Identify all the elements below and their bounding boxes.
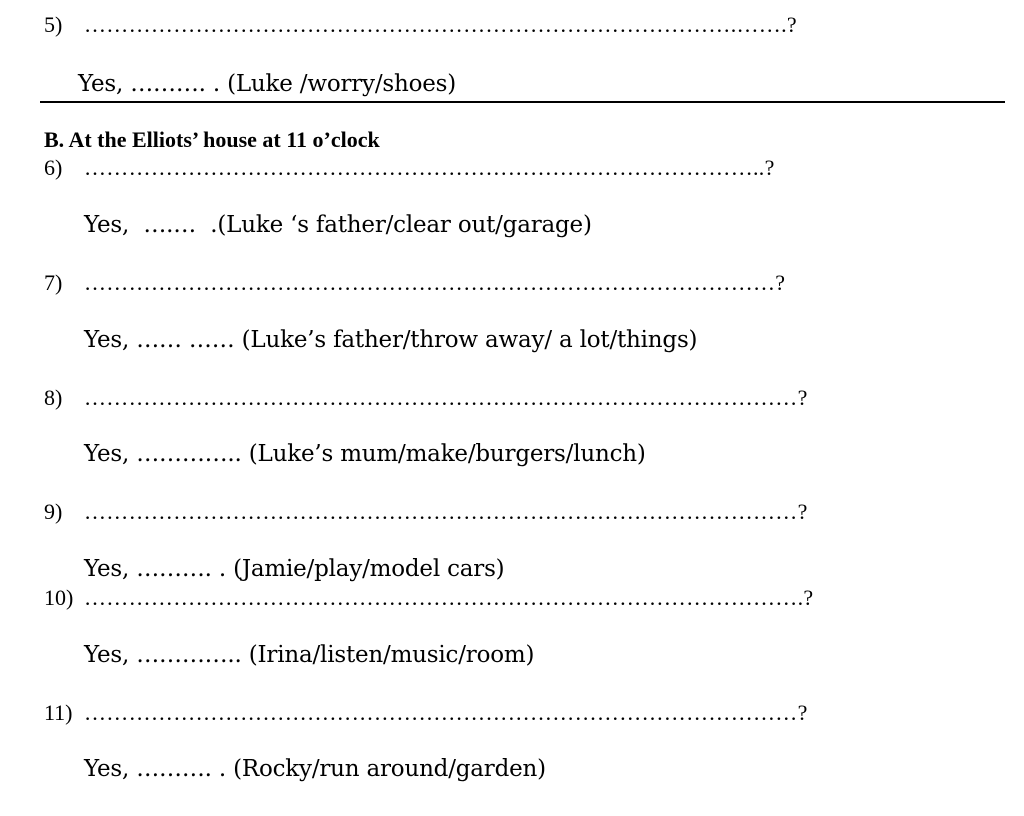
section-divider [40, 101, 1005, 103]
question-number: 5) [44, 12, 63, 37]
answer-prompt: Yes, ………….. (Irina/listen/music/room) [84, 642, 535, 668]
answer-prompt: Yes, …… …… (Luke’s father/throw away/ a lot/things) [84, 327, 698, 353]
answer-prompt: Yes, ………. . (Jamie/play/model cars) [84, 556, 505, 582]
question-number: 11) [44, 700, 73, 725]
answer-blank-line[interactable]: ……………………………………………………………………………………? [84, 700, 808, 725]
answer-prompt: Yes, ………. . (Luke /worry/shoes) [78, 71, 457, 97]
answer-blank-line[interactable]: ……………………………………………………………………………………? [84, 385, 808, 410]
answer-blank-line[interactable]: ………………………………………………………………………………..? [84, 155, 775, 180]
answer-blank-line[interactable]: ……………………………………………………………………………………? [84, 499, 808, 524]
answer-blank-line[interactable]: …………………………………………………………………………….…….? [84, 12, 797, 37]
answer-blank-line[interactable]: …………………………………………………………………………………? [84, 270, 786, 295]
question-number: 6) [44, 155, 63, 180]
section-heading: B. At the Elliots’ house at 11 o’clock [44, 127, 380, 152]
answer-prompt: Yes, ………. . (Rocky/run around/garden) [84, 756, 546, 782]
question-number: 7) [44, 270, 63, 295]
question-number: 9) [44, 499, 63, 524]
answer-blank-line[interactable]: …………………………………………………………………………………….? [84, 585, 814, 610]
answer-prompt: Yes, ………….. (Luke’s mum/make/burgers/lunch) [84, 441, 646, 467]
question-number: 8) [44, 385, 63, 410]
question-number: 10) [44, 585, 74, 610]
answer-prompt: Yes, ….… .(Luke ‘s father/clear out/garage) [84, 212, 592, 238]
